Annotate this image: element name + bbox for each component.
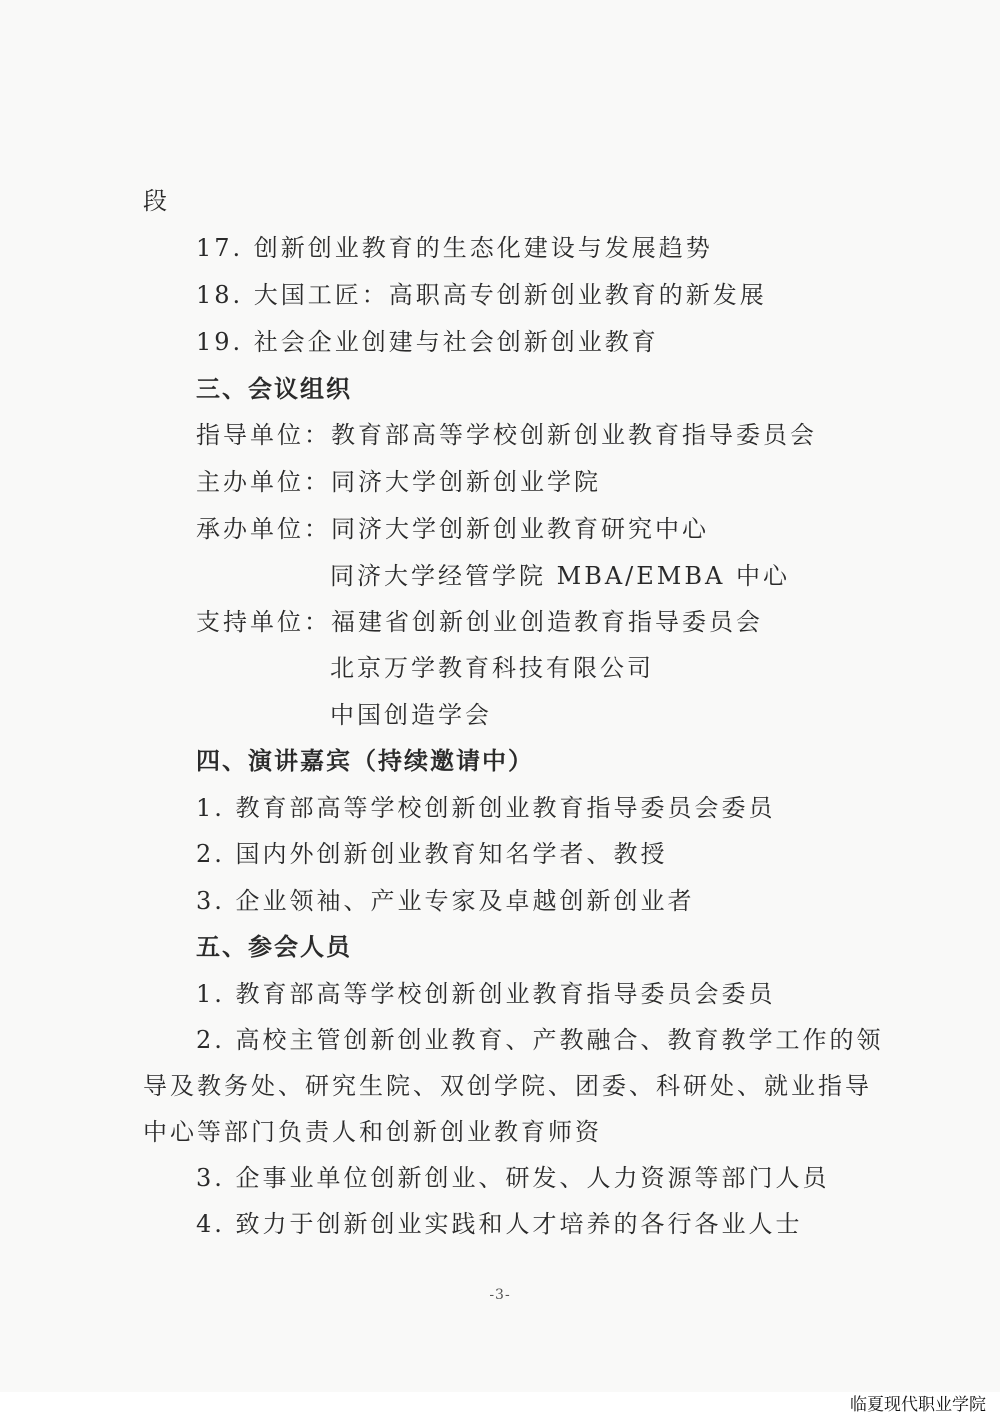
attendee-item-4: 4. 致力于创新创业实践和人才培养的各行各业人士 [196, 1210, 803, 1238]
attendee-item-1: 1. 教育部高等学校创新创业教育指导委员会委员 [196, 980, 776, 1008]
section-heading-speakers: 四、演讲嘉宾（持续邀请中） [196, 747, 534, 775]
organizer-unit: 承办单位：同济大学创新创业教育研究中心 [196, 515, 709, 543]
organizer-unit-2: 同济大学经管学院 MBA/EMBA 中心 [330, 562, 790, 590]
support-unit-3: 中国创造学会 [330, 701, 492, 729]
host-unit: 主办单位：同济大学创新创业学院 [196, 468, 601, 496]
attendee-item-2-cont-2: 中心等部门负责人和创新创业教育师资 [143, 1118, 602, 1146]
speaker-item-2: 2. 国内外创新创业教育知名学者、教授 [196, 840, 668, 868]
guiding-unit: 指导单位：教育部高等学校创新创业教育指导委员会 [196, 421, 817, 449]
speaker-item-3: 3. 企业领袖、产业专家及卓越创新创业者 [196, 887, 695, 915]
page-number: -3- [489, 1287, 511, 1303]
topic-item-19: 19. 社会企业创建与社会创新创业教育 [196, 328, 659, 356]
topic-item-18: 18. 大国工匠：高职高专创新创业教育的新发展 [196, 281, 767, 309]
watermark-label: 临夏现代职业学院 [850, 1395, 986, 1415]
section-heading-attendees: 五、参会人员 [196, 933, 352, 961]
text-line-continuation: 段 [143, 187, 170, 215]
support-unit-2: 北京万学教育科技有限公司 [330, 654, 654, 682]
attendee-item-3: 3. 企事业单位创新创业、研发、人力资源等部门人员 [196, 1164, 830, 1192]
attendee-item-2-cont: 导及教务处、研究生院、双创学院、团委、科研处、就业指导 [143, 1072, 872, 1100]
speaker-item-1: 1. 教育部高等学校创新创业教育指导委员会委员 [196, 794, 776, 822]
topic-item-17: 17. 创新创业教育的生态化建设与发展趋势 [196, 234, 713, 262]
section-heading-organization: 三、会议组织 [196, 375, 352, 403]
attendee-item-2: 2. 高校主管创新创业教育、产教融合、教育教学工作的领 [196, 1026, 884, 1054]
support-unit: 支持单位：福建省创新创业创造教育指导委员会 [196, 608, 763, 636]
